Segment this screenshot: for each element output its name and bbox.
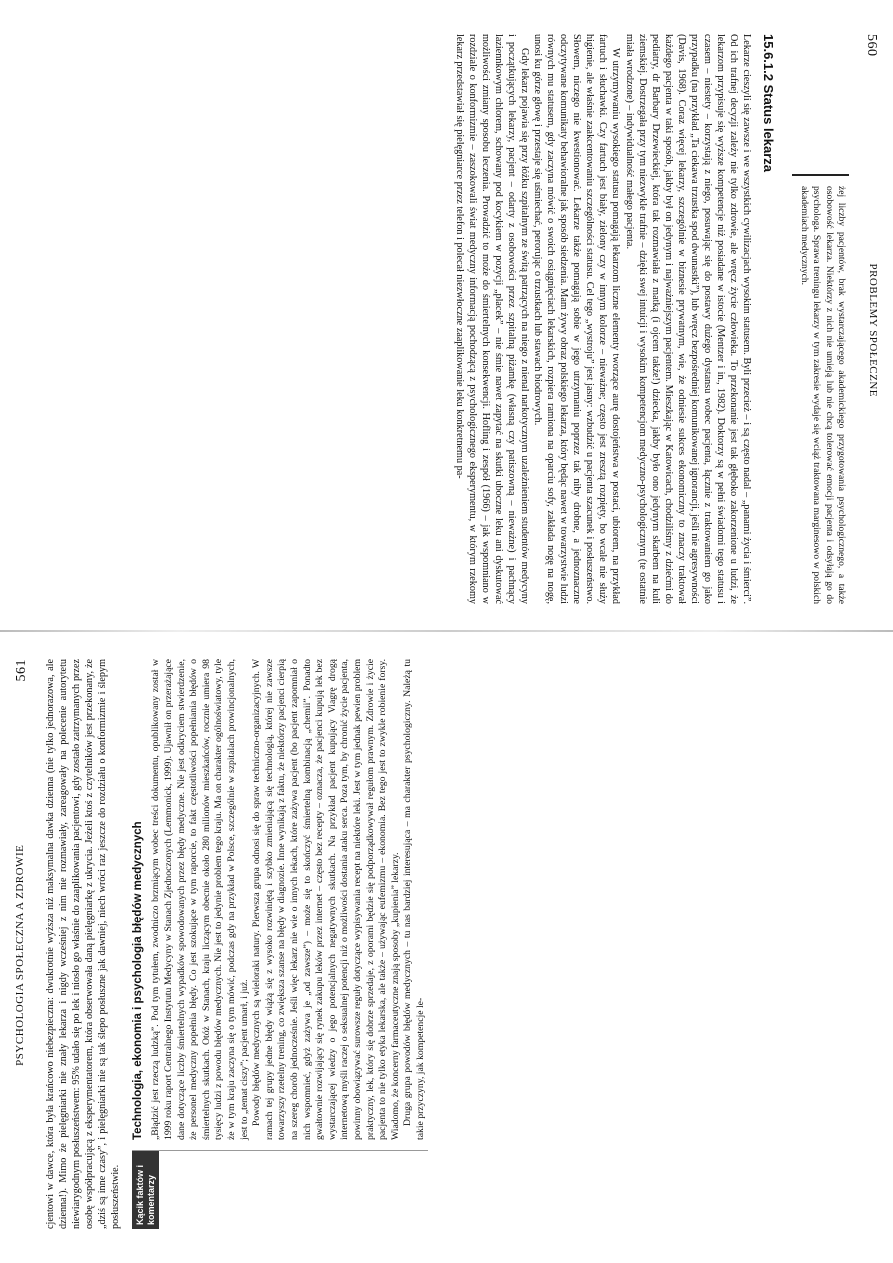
highlight-box (792, 174, 849, 604)
paragraph: Gdy lekarz pojawia się przy łóżku szpitalnym ze świtą patrzących na niego z nienal narkotycznym uzależnieniem studentów medycyny i początkujących lekarzy, pacjent – odarty z osobowości przez szpitalną piżamkę (własną czy patiszowną – nieważne) i pachnący laziennkowym chlorem, schowany pod kocykiem w pozycji „placek” – nie śmie nawet zapytać na skutki uboczne leku ani dyskutować możliwości zmiany sposobu leczenia. Prowadzić to może do śmiertelnych konsekwencji. Hofling i zespół (1966) – jak wspomniano w rozdziale o konformizmie – zaszokowali świat medyczny informacją pochodzącą z psychologicznego eksperymentu, w którym rzekomy lekarz przedstawiał się pielęgniarce przez telefon i polecał niezwłoczne zaaplikowanie leku konkretnemu pa- (453, 34, 531, 604)
section-title: 15.6.1.2 Status lekarza (760, 34, 776, 173)
page-560 (0, 0, 893, 631)
box-title: Technologia, ekonomia i psychologia błędów medycznych (132, 821, 145, 1140)
page-561 (0, 632, 893, 1263)
page-561-spread (0, 632, 893, 1263)
box-paragraph: „Błądzić jest rzeczą ludzką”. Pod tym tytułem, zwodniczo brzmiącym wobec treści dokumentu, opublikowany został w 1999 roku raport Centralnego Instytutu Medycyny w Stanach Zjednoczonych (Lemmonick, 1999). Ujawnił on przerażające dane dotyczące liczby śmiertelnych wypadków spowodowanych przez błędy medyczne. Nie jest odkryciem stwierdzenie, że personel medyczny popełnia błędy. Co jest szokujące w tym raporcie, to fakt częstotliwości popełniania błędów o śmiertelnych skutkach. Otóż w Stanach, kraju liczącym obecnie około 280 milionów mieszkańców, rocznie umiera 98 tysięcy ludzi z powodu błędów medycznych. Nie jest to jedynie problem tego kraju. Ma on charakter ogólnoświatowy, tyle że w tym kraju zaczyna się o tym mówić, podczas gdy na przykład w Polsce, szczególnie w szpitalach prowincjonalnych, jest to „temat ciszy”; pacjent umarł, i już. (150, 659, 250, 1140)
sidebar-label (132, 1151, 427, 1229)
paragraph: Lekarze cieszyli się zawsze i we wszystkich cywilizacjach wysokim statusem. Byli przecież – i są często nadal – „panami życia i śmierci”. Od ich trafnej decyzji zależy nie tylko zdrowie, ale wręcz życie człowieka. To przekonanie jest tak głęboko zakorzenione u ludzi, że lekarzom przypisuje się wyższe kompetencje niż posiadane w istocie (Mentzer i in., 1982). Doktorzy są w pełni świadomi tego statusu i czasem – niestety – korzystają z niego, posuwając się do postawy dużego dystansu wobec pacjenta, łącznie z traktowaniem go jako przypadku (na przykład „Ta ciekawa trzustka spod dwunastki”), lub wręcz bezpośredniej komunikowanej ignorancji, jeśli nie agresywności (Davis, 1968). Coraz więcej lekarzy, szczególnie w biznesie prywatnym, wie, że odniesie sukces ekonomiczny to znaczy traktował każdego pacjenta w taki sposób, jakby był on jedynym i najważniejszym pacjentem. Mieszkając w Katowicach, chodziliśmy z dziećmi do pediatry, dr Barbary Drzewieckiej, która tak rozmawiała z matką (i ojcem także!) dziecka, jakby było ono jedynym skarbem na kuli ziemskiej. Dostrzegała przy tym niezwykle trafnie – dzięki swej intuicji i wysokim kompetencjom medyczno-psychologicznym (te ostatnie miała wrodzone) – indywidualność małego pacjenta. (623, 34, 752, 604)
facts-box-body (132, 659, 427, 1151)
box-paragraph: Powody błędów medycznych są wieloraki natury. Pierwsza grupa odnosi się do spraw techniczno-organizacyjnych. W ramach tej grupy jedne błędy wiążą się z wysoko rozwiniętą i szybko zmieniającą się technologią, której nie zawsze towarzyszy rzetelny trening, co zwiększa szanse na błędy w diagnozie. Inne wynikają z faktu, że niektórzy pacjenci cierpią na szereg chorób jednocześnie. Jeśli więc lekarz nie wie o innych lekach, które zażywa pacjent (bo pacjent zapomniał o nich wspomnieć, gdyż zażywa je „od zawsze”) – może się to skończyć śmiertelną kombinacją „chemii”. Ponadto gwałtownie rozwijający się rynek zakupu leków przez internet – często bez recepty – oznacza, że pacjenci kupują lek bez wystarczającej wiedzy o jego potencjalnych negatywnych skutkach. Na przykład pacjent kupujący Viagrę drogą internetową myśli raczej o seksualnej potencji niż o możliwości dostania ataku serca. Poza tym, by chronić życie pacjenta, powinny obowiązywać surowsze reguły dotyczące wypisywania recept na niektóre leki. Jest w tym jednak pewien problem praktyczny, lek, który się dobrze sprzedaje, z oporami będzie się podporządkowywał regułom prawnym. Zdrowie i życie pacjenta to nie tylko etyka lekarska, ale także – używając eufemizmu – ekonomia. Bez tego jest to zwykle robienie forsy. Wiadomo, że koncerny farmaceutyczne znają sposoby „kupienia” lekarzy. (251, 659, 401, 1140)
paragraph: W utrzymywaniu wysokiego statusu pomagają lekarzom liczne elementy tworzące aurę dostojeństwa w postaci, ubiorem, na przykład fartuch i słuchawki. Czy fartuch jest biały, zielony czy w innym kolorze – nieważne; często jest zresztą rozpięty, bo wcale nie służy higienie, ale właśnie zaakcentowaniu szczególności statusu. Cel tego „wystroju” jest jasny: wzbudzić u pacjenta szacunek i posłuszeństwo. Słowem, niczego nie kwestionować. Lekarze także pomagają sobie w jego utrzymaniu poprzez tak niby drobne, a jednoznaczne odczytywane komunikaty behawioralne jak sposób siedzenia. Mam żywy obraz polskiego lekarza, który będąc nawet w towarzystwie ludzi równych mu statusem, gdy zaczyna mówić o swoich osiągnięciach lekarskich, rozpiera ramiona na oparciu sofy, zakłada nogę na nogę, unosi ku górze głowę i przestaje się uśmiechać, perorując o trzustkach lub stawach biodrowych. (532, 34, 622, 604)
running-header-561 (14, 659, 30, 1229)
page-number: 560 (864, 34, 879, 57)
running-header-560 (863, 34, 879, 604)
page-number: 561 (14, 659, 29, 682)
box-paragraph: Druga grupa powodów błędów medycznych – tu nas bardziej interesująca – ma charakter psychologiczny. Należą tu takie przyczyny, jak kompetencje le- (402, 659, 427, 1140)
sidebar-tag: Kącik faktów i komentarzy (132, 1151, 159, 1229)
running-head-title: PSYCHOLOGIA SPOŁECZNA A ZDROWIE (14, 844, 26, 1066)
highlight-text: żej liczby pacjentów, brak wystarczającego akademickiego przygotowania psychologicznego, a także osobowość lekarza. Niektórzy z nich nie umieją lub nie chcą tolerować emocji pacjenta i odsyłają go do psychologa. Sprawa treningu lekarzy w tym zakresie wydaje się wciąż traktowana marginesowo w polskich akademiach medycznych. (799, 186, 847, 604)
running-head-title: PROBLEMY SPOŁECZNE (867, 263, 879, 398)
paragraph: cjentowi w dawce, która była krańcowo niebezpieczna: dwukrotnie wyższa niż maksymalna dawka dzienna (nie tylko jednorazowa, ale dzienna!). Mimo że pielęgniarki nie znały lekarza i nigdy wcześniej z nim nie rozmawiały, zareagowały na polecenie autorytetu niewiarygodnym posłuszeństwem: 95% udało się po lek i niosło go właśnie do zaaplikowania pacjentowi, gdy zostało zatrzymanych przez osobę współpracującą z eksperymentatorem, która obserwowała daną pielęgniarkę z ukrycia. Jeżeli ktoś z czytelników jest przekonany, że „dziś są inne czasy”, i pielęgniarki nie są tak ślepo posłuszne jak dawniej, niech wróci raz jeszcze do rozdziału o konformizmie i ślepym posłuszeństwie. (45, 659, 122, 1229)
facts-box (132, 659, 427, 1229)
page-560-spread (0, 0, 893, 631)
